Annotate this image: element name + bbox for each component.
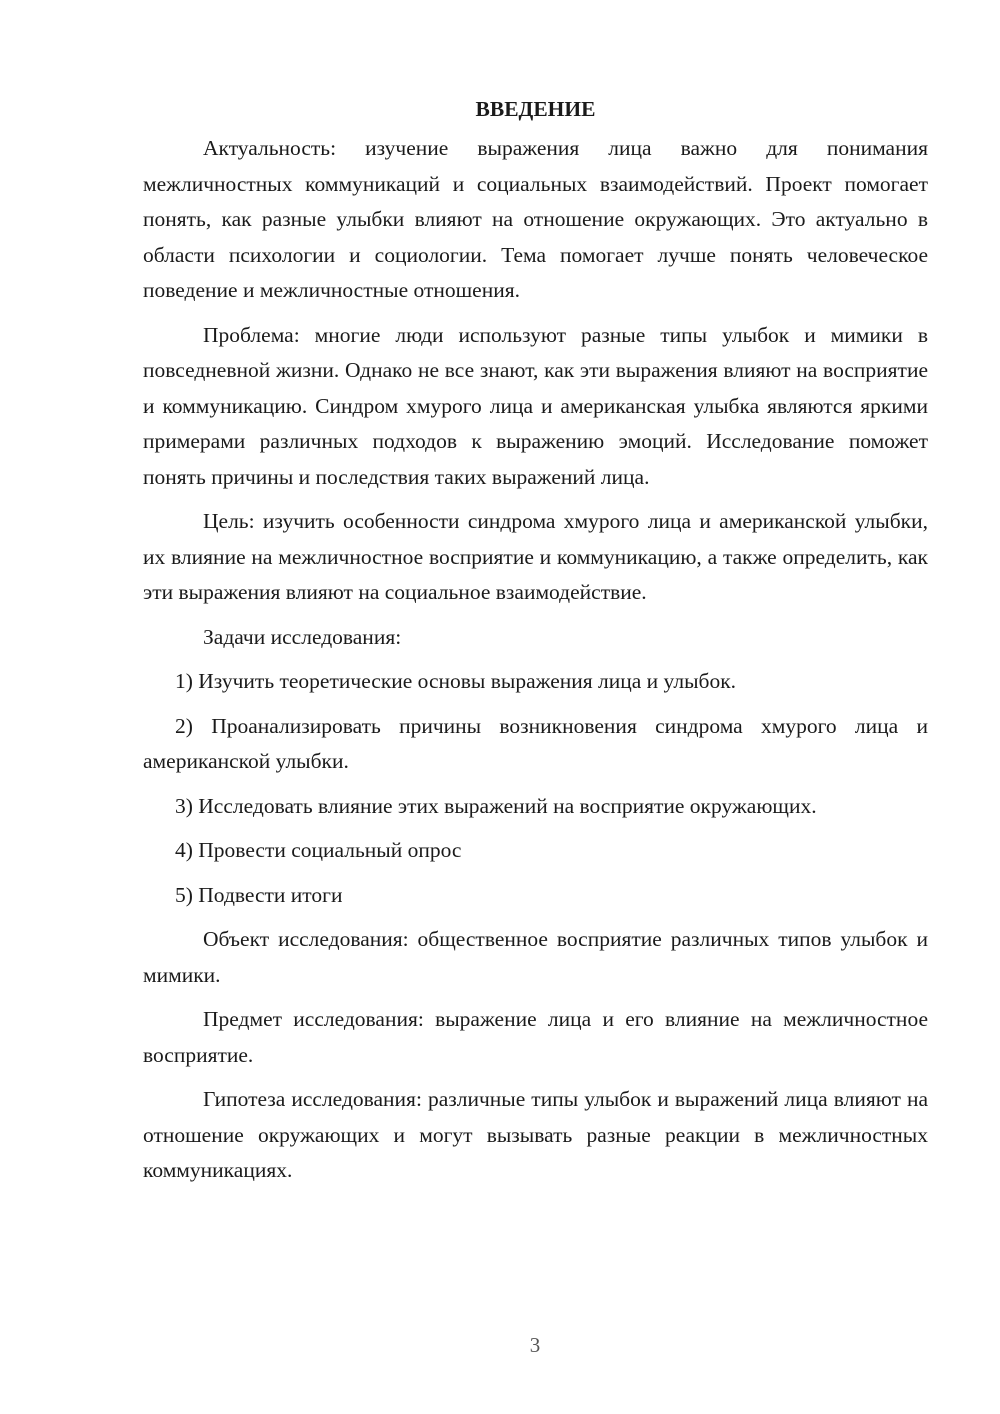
task-item-4: 4) Провести социальный опрос [175, 838, 462, 862]
page-title: ВВЕДЕНИЕ [475, 97, 596, 121]
goal-paragraph: Цель: изучить особенности синдрома хмурого лица и американской улыбки, их влияние на межличностное восприятие и коммуникацию, а также определить, как эти выражения влияют на социальное взаимодействие. [143, 509, 928, 604]
document-page [143, 92, 928, 1198]
task-item-5: 5) Подвести итоги [175, 882, 343, 907]
hypothesis-paragraph: Гипотеза исследования: различные типы улыбок и выражений лица влияют на отношение окружающих и могут вызывать разные реакции в межличностных коммуникациях. [143, 1087, 928, 1182]
task-item-1: 1) Изучить теоретические основы выражения лица и улыбок. [175, 669, 737, 693]
task-item-3: 3) Исследовать влияние этих выражений на восприятие окружающих. [175, 793, 817, 818]
subject-paragraph: Предмет исследования: выражение лица и его влияние на межличностное восприятие. [143, 1007, 928, 1067]
object-paragraph: Объект исследования: общественное восприятие различных типов улыбок и мимики. [143, 927, 928, 987]
tasks-heading: Задачи исследования: [203, 624, 402, 649]
relevance-paragraph: Актуальность: изучение выражения лица важно для понимания межличностных коммуникаций и социальных взаимодействий. Проект помогает понять, как разные улыбки влияют на отношение окружающих. Это актуально в области психологии и социологии. Тема помогает лучше понять человеческое поведение и межличностные отношения. [143, 136, 928, 302]
page-number: 3 [529, 1333, 541, 1357]
problem-paragraph: Проблема: многие люди используют разные типы улыбок и мимики в повседневной жизни. Однако не все знают, как эти выражения влияют на восприятие и коммуникацию. Синдром хмурого лица и американская улыбка являются яркими примерами различных подходов к выражению эмоций. Исследование поможет понять причины и последствия таких выражений лица. [143, 322, 928, 489]
task-item-2: 2) Проанализировать причины возникновения синдрома хмурого лица и американской улыбки. [143, 713, 928, 773]
